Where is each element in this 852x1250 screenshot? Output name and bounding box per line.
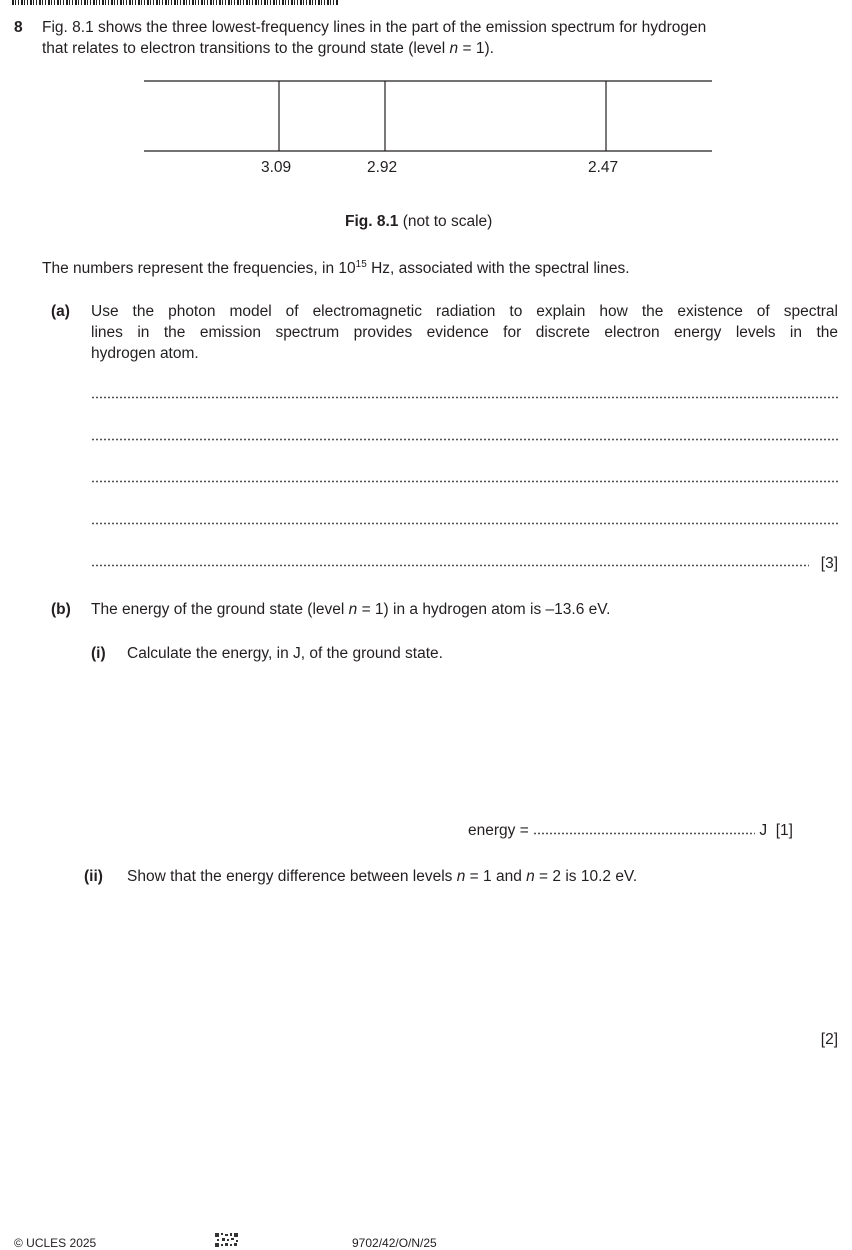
question-intro-line1: Fig. 8.1 shows the three lowest-frequency lines in the part of the emission spectrum for hydrogen — [42, 19, 707, 36]
frequency-note: The numbers represent the frequencies, in $10^{15}$ Hz, associated with the spectral lines. — [42, 258, 630, 277]
footer-code: 9702/42/O/N/25 — [352, 1236, 437, 1250]
spectral-line-label-3: 2.47 — [588, 159, 619, 176]
answer-line-1[interactable] — [91, 396, 838, 399]
spectrum-figure — [0, 0, 852, 200]
footer-copyright: © UCLES 2025 — [14, 1236, 97, 1250]
footer-qr-code — [214, 1232, 240, 1248]
part-b-ii-label: (ii) — [84, 868, 103, 885]
spectral-line-label-1: 3.09 — [261, 159, 292, 176]
part-b-ii-marks: [2] — [820, 1031, 838, 1048]
energy-answer-line[interactable] — [533, 832, 755, 835]
part-b-label: (b) — [51, 601, 71, 618]
part-a-line1: Use the photon model of electromagnetic radiation to explain how the existence of spectral — [91, 303, 838, 320]
question-number: 8 — [14, 19, 23, 36]
part-a-label: (a) — [51, 303, 70, 320]
part-b-text: The energy of the ground state (level n = 1) in a hydrogen atom is –13.6 eV. — [91, 601, 611, 618]
part-b-ii-text: Show that the energy difference between levels n = 1 and n = 2 is 10.2 eV. — [127, 868, 638, 885]
question-intro-line2: that relates to electron transitions to the ground state (level n = 1). — [42, 40, 494, 57]
part-a-line2: lines in the emission spectrum provides evidence for discrete electron energy levels in the — [91, 324, 838, 341]
answer-line-5[interactable] — [91, 564, 809, 567]
answer-line-4[interactable] — [91, 522, 838, 525]
spectral-line-label-2: 2.92 — [367, 159, 398, 176]
part-b-i-text: Calculate the energy, in J, of the ground state. — [127, 645, 443, 662]
answer-line-3[interactable] — [91, 480, 838, 483]
part-a-marks: [3] — [820, 555, 838, 572]
part-a-line3: hydrogen atom. — [91, 345, 199, 362]
part-b-i-label: (i) — [91, 645, 106, 662]
figure-caption: Fig. 8.1 (not to scale) — [345, 213, 493, 230]
answer-line-2[interactable] — [91, 438, 838, 441]
energy-answer: energy = J [1] — [468, 822, 793, 839]
